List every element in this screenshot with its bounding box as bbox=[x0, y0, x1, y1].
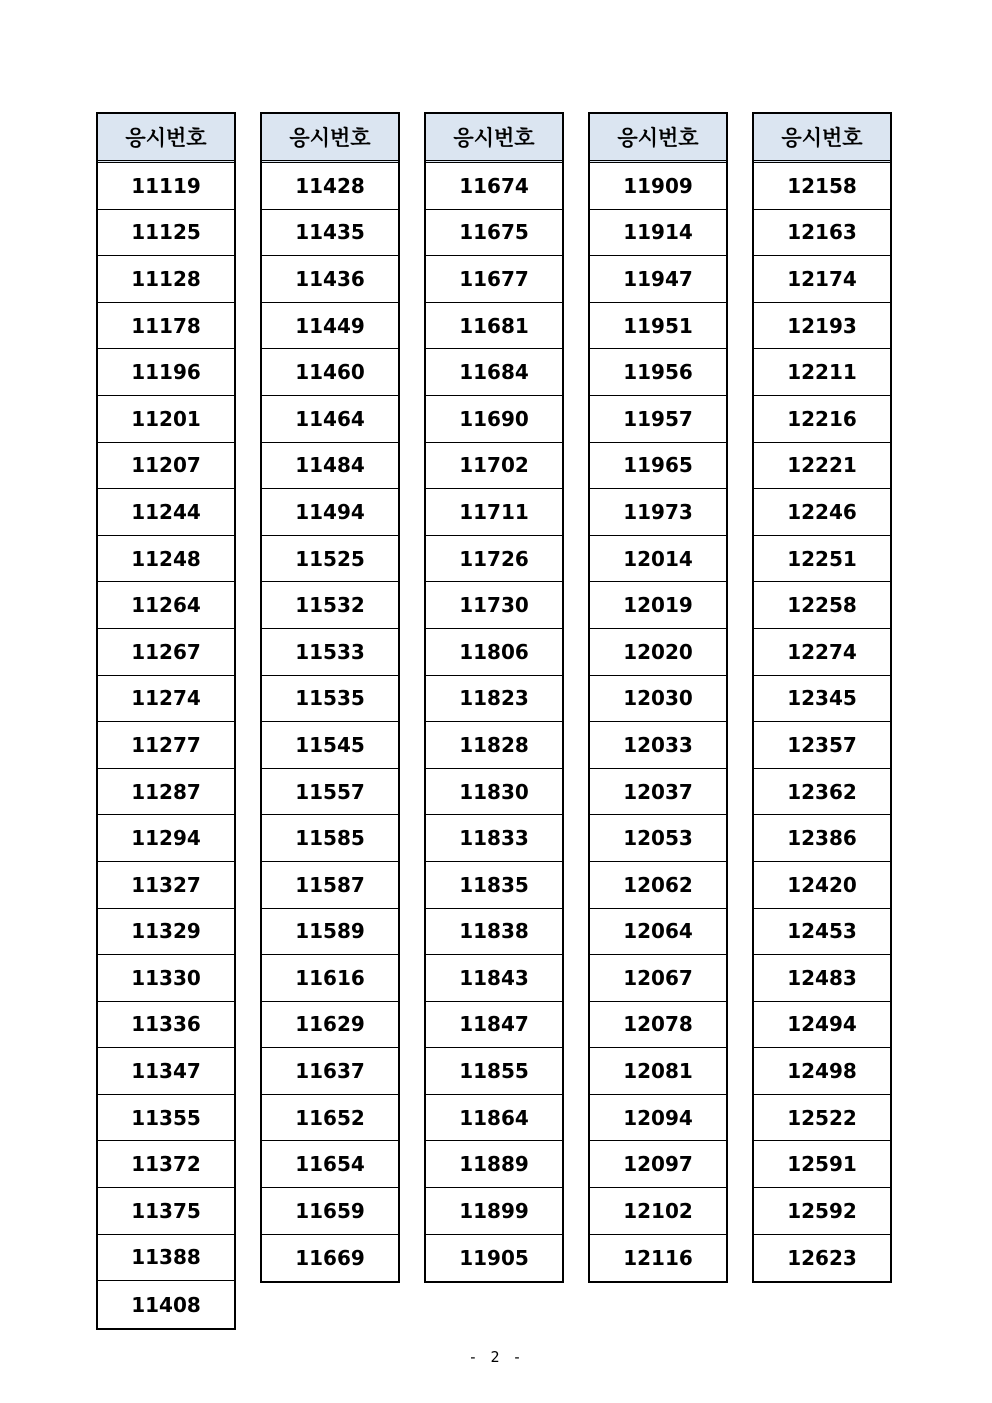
exam-number-column-1 bbox=[96, 112, 236, 1330]
exam-number-cell: 11674 bbox=[426, 163, 562, 210]
exam-number-cell: 12037 bbox=[590, 769, 726, 816]
exam-number-cell: 12591 bbox=[754, 1141, 890, 1188]
exam-number-cell: 12357 bbox=[754, 722, 890, 769]
exam-number-cell: 11675 bbox=[426, 210, 562, 257]
exam-number-cell: 11806 bbox=[426, 629, 562, 676]
exam-number-cell: 11532 bbox=[262, 582, 398, 629]
exam-number-cell: 11677 bbox=[426, 256, 562, 303]
exam-number-cell: 11244 bbox=[98, 489, 234, 536]
exam-number-cell: 12258 bbox=[754, 582, 890, 629]
exam-number-cell: 12420 bbox=[754, 862, 890, 909]
exam-number-cell: 12211 bbox=[754, 349, 890, 396]
exam-number-cell: 11119 bbox=[98, 163, 234, 210]
exam-number-cell: 12064 bbox=[590, 909, 726, 956]
exam-number-cell: 12174 bbox=[754, 256, 890, 303]
exam-number-cell: 11375 bbox=[98, 1188, 234, 1235]
exam-number-cell: 12623 bbox=[787, 1245, 857, 1270]
exam-number-cell: 11355 bbox=[98, 1095, 234, 1142]
exam-number-cell: 11464 bbox=[262, 396, 398, 443]
exam-number-cell: 12251 bbox=[754, 536, 890, 583]
exam-number-cell: 12081 bbox=[590, 1048, 726, 1095]
exam-number-cell: 11294 bbox=[98, 815, 234, 862]
exam-number-cell: 12592 bbox=[754, 1188, 890, 1235]
exam-number-cell: 12362 bbox=[754, 769, 890, 816]
exam-number-cell: 12494 bbox=[754, 1002, 890, 1049]
exam-number-cell: 11264 bbox=[98, 582, 234, 629]
exam-number-cell: 11435 bbox=[262, 210, 398, 257]
exam-number-column-5 bbox=[752, 112, 892, 1283]
column-header: 응시번호 bbox=[590, 114, 726, 163]
exam-number-cell: 11654 bbox=[262, 1141, 398, 1188]
exam-number-cell: 11956 bbox=[590, 349, 726, 396]
exam-number-cell: 12483 bbox=[754, 955, 890, 1002]
exam-number-cell: 11336 bbox=[98, 1002, 234, 1049]
exam-number-cell: 11545 bbox=[262, 722, 398, 769]
exam-number-cell: 11436 bbox=[262, 256, 398, 303]
exam-number-cell: 11589 bbox=[262, 909, 398, 956]
exam-number-cell: 11914 bbox=[590, 210, 726, 257]
exam-number-cell: 11125 bbox=[98, 210, 234, 257]
exam-number-cell: 12116 bbox=[623, 1245, 693, 1270]
exam-number-cell: 11681 bbox=[426, 303, 562, 350]
exam-number-cell: 11909 bbox=[590, 163, 726, 210]
exam-number-cell: 11585 bbox=[262, 815, 398, 862]
exam-number-cell: 11494 bbox=[262, 489, 398, 536]
exam-number-cell: 11669 bbox=[295, 1245, 365, 1270]
exam-number-cell: 11128 bbox=[98, 256, 234, 303]
exam-number-cell: 12078 bbox=[590, 1002, 726, 1049]
exam-number-cell: 12158 bbox=[754, 163, 890, 210]
exam-number-column-2 bbox=[260, 112, 400, 1283]
exam-number-cell: 12097 bbox=[590, 1141, 726, 1188]
exam-number-cell: 11287 bbox=[98, 769, 234, 816]
exam-number-cell: 11347 bbox=[98, 1048, 234, 1095]
exam-number-cell: 11711 bbox=[426, 489, 562, 536]
exam-number-cell: 11843 bbox=[426, 955, 562, 1002]
exam-number-cell: 12522 bbox=[754, 1095, 890, 1142]
exam-number-cell: 11267 bbox=[98, 629, 234, 676]
exam-number-cell: 11947 bbox=[590, 256, 726, 303]
exam-number-cell: 12053 bbox=[590, 815, 726, 862]
page-number: - 2 - bbox=[468, 1348, 524, 1366]
exam-number-cell: 11428 bbox=[262, 163, 398, 210]
exam-number-cell: 12386 bbox=[754, 815, 890, 862]
exam-number-cell: 11525 bbox=[262, 536, 398, 583]
exam-number-column-4 bbox=[588, 112, 728, 1283]
exam-number-cell: 11557 bbox=[262, 769, 398, 816]
exam-number-cell: 11484 bbox=[262, 443, 398, 490]
exam-number-cell: 11629 bbox=[262, 1002, 398, 1049]
exam-number-cell: 12019 bbox=[590, 582, 726, 629]
exam-number-cell: 11277 bbox=[98, 722, 234, 769]
exam-number-cell: 11201 bbox=[98, 396, 234, 443]
exam-number-cell: 11535 bbox=[262, 676, 398, 723]
exam-number-cell: 11823 bbox=[426, 676, 562, 723]
exam-number-cell: 11684 bbox=[426, 349, 562, 396]
exam-number-cell: 11855 bbox=[426, 1048, 562, 1095]
exam-number-cell: 11327 bbox=[98, 862, 234, 909]
exam-number-cell: 11329 bbox=[98, 909, 234, 956]
exam-number-cell: 12221 bbox=[754, 443, 890, 490]
exam-number-cell: 11838 bbox=[426, 909, 562, 956]
exam-number-cell: 11659 bbox=[262, 1188, 398, 1235]
exam-number-cell: 11965 bbox=[590, 443, 726, 490]
exam-number-cell: 12453 bbox=[754, 909, 890, 956]
exam-number-cell: 12030 bbox=[590, 676, 726, 723]
exam-number-cell: 12345 bbox=[754, 676, 890, 723]
exam-number-cell: 11830 bbox=[426, 769, 562, 816]
exam-number-cell: 11730 bbox=[426, 582, 562, 629]
exam-number-cell: 11408 bbox=[131, 1292, 201, 1317]
exam-number-cell: 11587 bbox=[262, 862, 398, 909]
exam-number-cell: 11637 bbox=[262, 1048, 398, 1095]
exam-number-cell: 12102 bbox=[590, 1188, 726, 1235]
exam-number-cell: 12246 bbox=[754, 489, 890, 536]
exam-number-cell: 12163 bbox=[754, 210, 890, 257]
exam-number-cell: 11835 bbox=[426, 862, 562, 909]
exam-number-cell: 11905 bbox=[459, 1245, 529, 1270]
exam-number-cell: 11652 bbox=[262, 1095, 398, 1142]
exam-number-cell: 11847 bbox=[426, 1002, 562, 1049]
exam-number-cell: 11196 bbox=[98, 349, 234, 396]
exam-number-cell: 12498 bbox=[754, 1048, 890, 1095]
column-header: 응시번호 bbox=[98, 114, 234, 163]
exam-number-cell: 11274 bbox=[98, 676, 234, 723]
exam-number-cell: 11330 bbox=[98, 955, 234, 1002]
exam-number-cell: 11702 bbox=[426, 443, 562, 490]
exam-number-cell: 11957 bbox=[590, 396, 726, 443]
exam-number-cell: 12067 bbox=[590, 955, 726, 1002]
exam-number-cell: 11248 bbox=[98, 536, 234, 583]
exam-number-cell: 11889 bbox=[426, 1141, 562, 1188]
exam-number-cell: 11460 bbox=[262, 349, 398, 396]
exam-number-cell: 11833 bbox=[426, 815, 562, 862]
exam-number-cell: 11828 bbox=[426, 722, 562, 769]
exam-number-cell: 12020 bbox=[590, 629, 726, 676]
exam-number-cell: 11864 bbox=[426, 1095, 562, 1142]
exam-number-cell: 11973 bbox=[590, 489, 726, 536]
exam-number-cell: 11899 bbox=[426, 1188, 562, 1235]
exam-number-cell: 11726 bbox=[426, 536, 562, 583]
exam-number-cell: 11533 bbox=[262, 629, 398, 676]
exam-number-cell: 11388 bbox=[98, 1235, 234, 1282]
exam-number-cell: 12062 bbox=[590, 862, 726, 909]
exam-number-cell: 12094 bbox=[590, 1095, 726, 1142]
exam-number-cell: 11951 bbox=[590, 303, 726, 350]
column-header: 응시번호 bbox=[262, 114, 398, 163]
exam-number-cell: 12193 bbox=[754, 303, 890, 350]
exam-number-column-3 bbox=[424, 112, 564, 1283]
column-header: 응시번호 bbox=[426, 114, 562, 163]
exam-number-cell: 12014 bbox=[590, 536, 726, 583]
exam-number-cell: 12216 bbox=[754, 396, 890, 443]
exam-number-cell: 11690 bbox=[426, 396, 562, 443]
exam-number-cell: 12274 bbox=[754, 629, 890, 676]
column-header: 응시번호 bbox=[754, 114, 890, 163]
exam-number-cell: 12033 bbox=[590, 722, 726, 769]
exam-number-cell: 11449 bbox=[262, 303, 398, 350]
exam-number-cell: 11372 bbox=[98, 1141, 234, 1188]
exam-number-cell: 11178 bbox=[98, 303, 234, 350]
exam-number-cell: 11207 bbox=[98, 443, 234, 490]
exam-number-cell: 11616 bbox=[262, 955, 398, 1002]
